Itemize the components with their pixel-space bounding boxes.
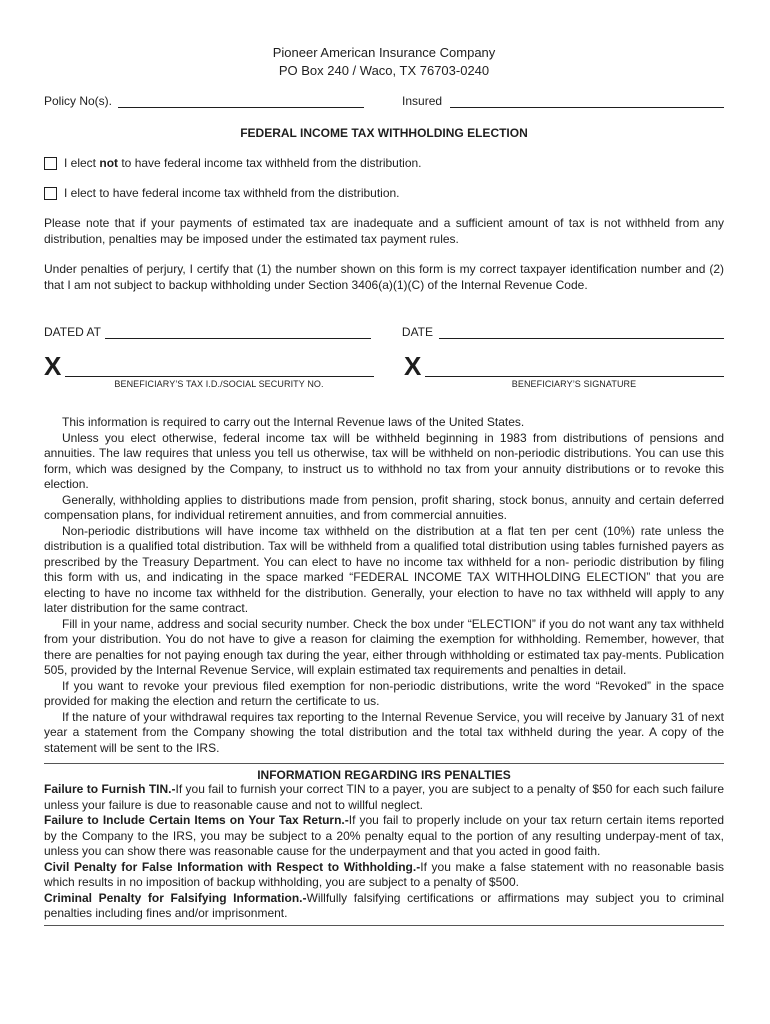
info-paragraph: If the nature of your withdrawal requires tax reporting to the Internal Revenue Service, you will receive by January 31 of next year a statement from the Company showing the total distribution and the total tax withheld during the year. A copy of the statement will be sent to the IRS. — [44, 709, 724, 755]
dated-at-label: DATED AT — [44, 325, 101, 339]
withholding-checkbox[interactable] — [44, 187, 57, 200]
date-field[interactable] — [439, 326, 724, 339]
info-paragraph: Unless you elect otherwise, federal income tax will be withheld beginning in 1983 from distributions of pensions and annuities. The law requires that unless you tell us otherwise, tax will be withheld on non-periodic distributions. You can use this form, which was designed by the Company, to instruct us to withhold no tax from your annuity distributions or to revoke this election. — [44, 430, 724, 491]
withholding-information — [44, 415, 724, 756]
policy-insured-row — [44, 94, 724, 108]
company-address: PO Box 240 / Waco, TX 76703-0240 — [278, 63, 490, 78]
signature-block — [404, 351, 724, 389]
tax-id-x-mark: X — [44, 351, 62, 381]
info-paragraph: Fill in your name, address and social security number. Check the box under “ELECTION” if you do not want any tax withheld from your distribution. You do not have to give a reason for claiming the exemption for withholding. Remember, however, that there are penalties for not paying enough tax during the year, either through withholding or estimated tax pay-ments. Publication 505, provided by the Internal Revenue Service, will explain estimated tax requirements and penalties in detail. — [44, 616, 724, 677]
company-name: Pioneer American Insurance Company — [272, 45, 496, 60]
signature-x-mark: X — [404, 351, 422, 381]
dated-row — [44, 325, 724, 339]
no-withholding-label: I elect not to have federal income tax withheld from the distribution. — [64, 156, 422, 170]
tax-id-caption: BENEFICIARY’S TAX I.D./SOCIAL SECURITY NO. — [114, 379, 324, 389]
insured-label: Insured — [402, 94, 443, 108]
info-paragraph: Non-periodic distributions will have income tax withheld on the distribution at a flat ten per cent (10%) rate unless the distribution is a qualified total distribution. Tax will be withheld from a qualified total distribution using tables furnished payers as prescribed by the Treasury Department. You can elect to have no income tax withheld for a non- periodic distribution by filing this form with us, and indicating in the space marked “FEDERAL INCOME TAX WITHHOLDING ELECTION” that you are electing to have no income tax withheld for the distribution. Generally, your election to have no tax withheld will apply to any later distribution for the same contract. — [44, 523, 724, 615]
info-paragraph: If you want to revoke your previous filed exemption for non-periodic distributions, write the word “Revoked” in the space provided for making the election and return the certificate to us. — [44, 678, 724, 708]
policy-label: Policy No(s). — [44, 94, 113, 108]
info-paragraph: Generally, withholding applies to distributions made from pension, profit sharing, stock bonus, annuity and certain deferred compensation plans, for individual retirement annuities, and from commercial annuities. — [44, 492, 724, 522]
penalty-item: Criminal Penalty for Falsifying Information.-Willfully falsifying certifications or affirmations may subject you to criminal penalties including fines and/or imprisonment. — [44, 890, 724, 920]
penalties-title: INFORMATION REGARDING IRS PENALTIES — [257, 768, 511, 782]
policy-number-field[interactable] — [118, 95, 364, 108]
signature-caption: BENEFICIARY’S SIGNATURE — [511, 379, 637, 389]
divider — [44, 763, 724, 764]
company-header — [44, 44, 724, 80]
tax-id-block — [44, 351, 374, 389]
election-option-withholding — [44, 186, 724, 200]
withholding-label: I elect to have federal income tax withheld from the distribution. — [64, 186, 400, 200]
signature-field[interactable] — [425, 356, 724, 377]
dated-at-field[interactable] — [105, 326, 371, 339]
tax-id-field[interactable] — [65, 356, 374, 377]
date-label: DATE — [401, 325, 434, 339]
penalty-item: Civil Penalty for False Information with Respect to Withholding.-If you make a false statement with no reasonable basis which results in no imposition of backup withholding, you are subject to a penalty of $500. — [44, 859, 724, 889]
perjury-statement: Under penalties of perjury, I certify that (1) the number shown on this form is my correct taxpayer identification number and (2) that I am not subject to backup withholding under Section 3406(a)(1)(C) of the Internal Revenue Code. — [44, 262, 724, 292]
penalty-item: Failure to Include Certain Items on Your Tax Return.-If you fail to properly include on your tax return certain items reported by the Company to the IRS, you may be subject to a 20% penalty equal to the portion of any resulting underpay-ment of tax, unless you can show there was reasonable cause for the underpayment and that you acted in good faith. — [44, 813, 724, 858]
signature-row — [44, 351, 724, 389]
election-option-no-withholding — [44, 156, 724, 170]
estimated-tax-note: Please note that if your payments of estimated tax are inadequate and a sufficient amount of tax is not withheld from any distribution, penalties may be imposed under the estimated tax payment rules. — [44, 216, 724, 246]
irs-penalties-section — [44, 768, 724, 922]
penalty-item: Failure to Furnish TIN.-If you fail to furnish your correct TIN to a payer, you are subject to a penalty of $50 for each such failure unless your failure is due to reasonable cause and not to willful neglect. — [44, 782, 724, 812]
form-page — [44, 44, 724, 926]
info-paragraph: This information is required to carry out the Internal Revenue laws of the United States. — [62, 415, 525, 429]
election-title: FEDERAL INCOME TAX WITHHOLDING ELECTION — [240, 126, 528, 140]
insured-field[interactable] — [450, 95, 724, 108]
no-withholding-checkbox[interactable] — [44, 157, 57, 170]
bottom-divider — [44, 925, 724, 926]
